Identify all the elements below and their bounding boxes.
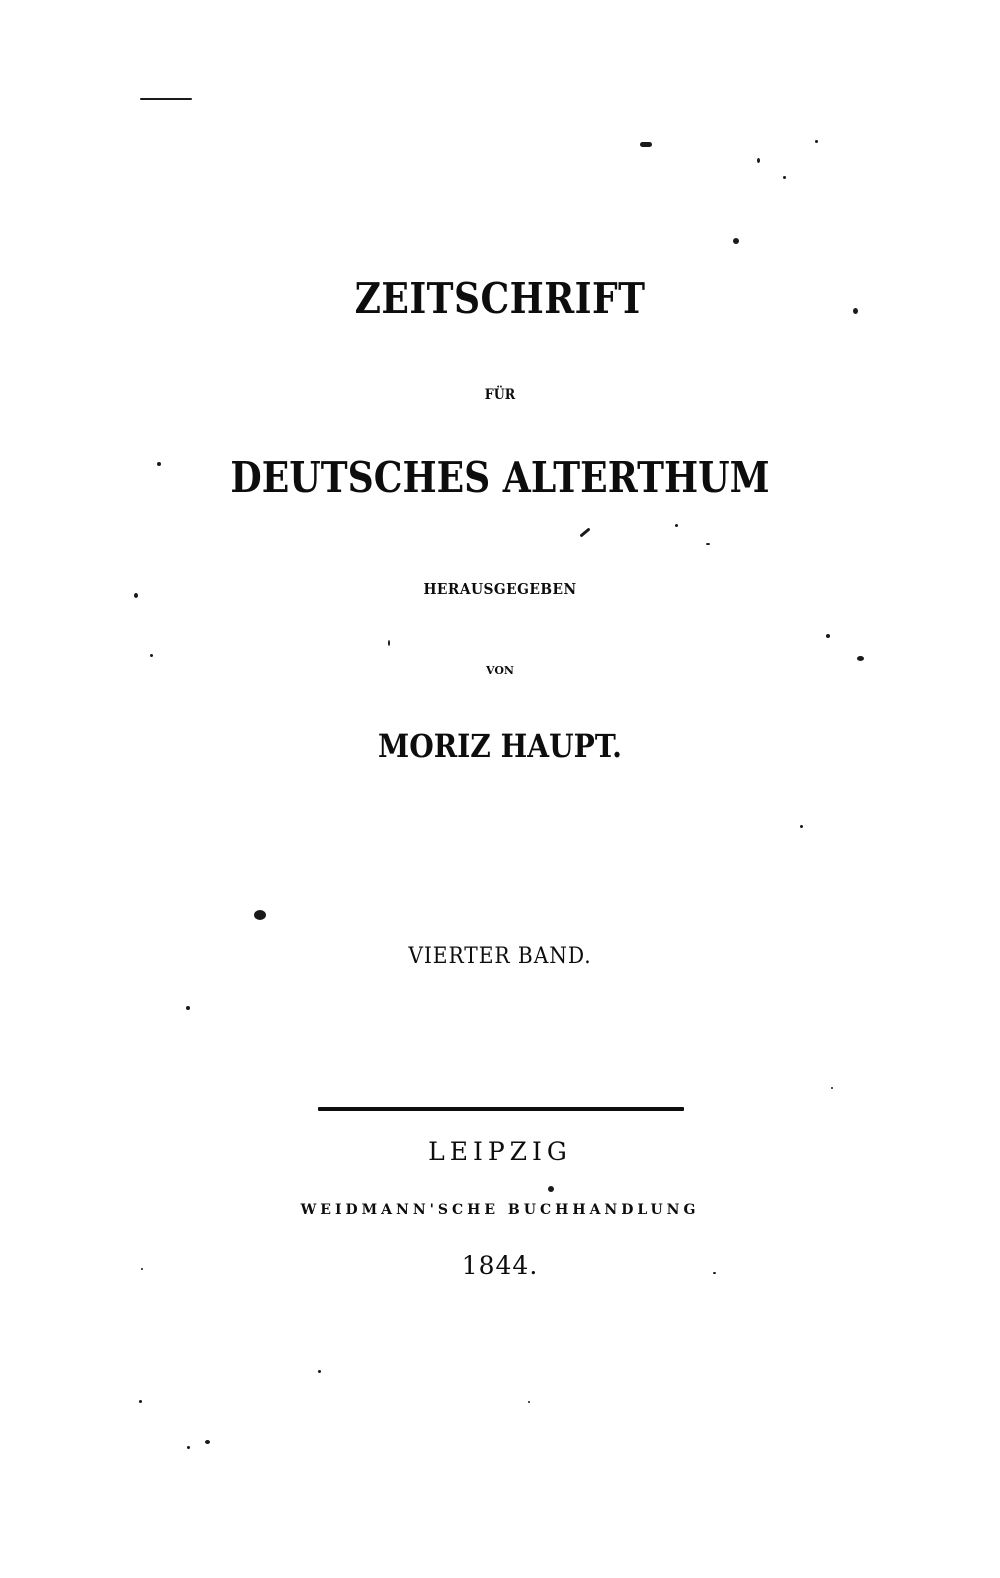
scan-speck — [826, 634, 830, 638]
scan-speck — [528, 1401, 530, 1403]
scan-speck — [853, 308, 858, 314]
scan-speck — [579, 527, 590, 537]
scan-speck — [706, 543, 710, 545]
scan-speck — [713, 1272, 716, 1274]
volume-label: VIERTER BAND. — [408, 944, 592, 969]
scan-speck — [800, 825, 803, 828]
scan-speck — [186, 1006, 190, 1010]
scan-speck — [318, 1370, 321, 1373]
scan-speck — [254, 910, 266, 920]
scan-speck — [157, 462, 161, 466]
edited-label: HERAUSGEGEBEN — [423, 580, 577, 598]
journal-subtitle: DEUTSCHES ALTERTHUM — [230, 453, 770, 502]
scan-speck — [857, 656, 864, 661]
scan-speck — [675, 524, 678, 527]
scan-speck — [815, 140, 818, 143]
scan-speck — [831, 1087, 833, 1089]
editor-name: MORIZ HAUPT. — [378, 727, 622, 765]
title-connector: FÜR — [484, 387, 516, 403]
scan-speck — [783, 176, 786, 179]
scan-speck — [150, 654, 153, 657]
scan-speck — [139, 1400, 142, 1403]
scan-speck — [733, 238, 739, 244]
horizontal-rule — [318, 1107, 684, 1111]
scan-speck — [548, 1186, 554, 1192]
scan-speck — [757, 158, 760, 163]
publication-place: LEIPZIG — [428, 1137, 572, 1166]
publication-year: 1844. — [461, 1251, 539, 1280]
scan-speck — [640, 142, 652, 147]
scan-speck — [134, 593, 138, 598]
scan-speck — [141, 1268, 143, 1270]
scan-speck — [140, 98, 192, 100]
scan-speck — [187, 1446, 190, 1449]
journal-title: ZEITSCHRIFT — [354, 274, 646, 323]
scan-speck — [388, 640, 390, 646]
by-label: VON — [486, 664, 514, 677]
publisher-name: WEIDMANN'SCHE BUCHHANDLUNG — [300, 1202, 700, 1218]
scan-speck — [205, 1440, 210, 1444]
